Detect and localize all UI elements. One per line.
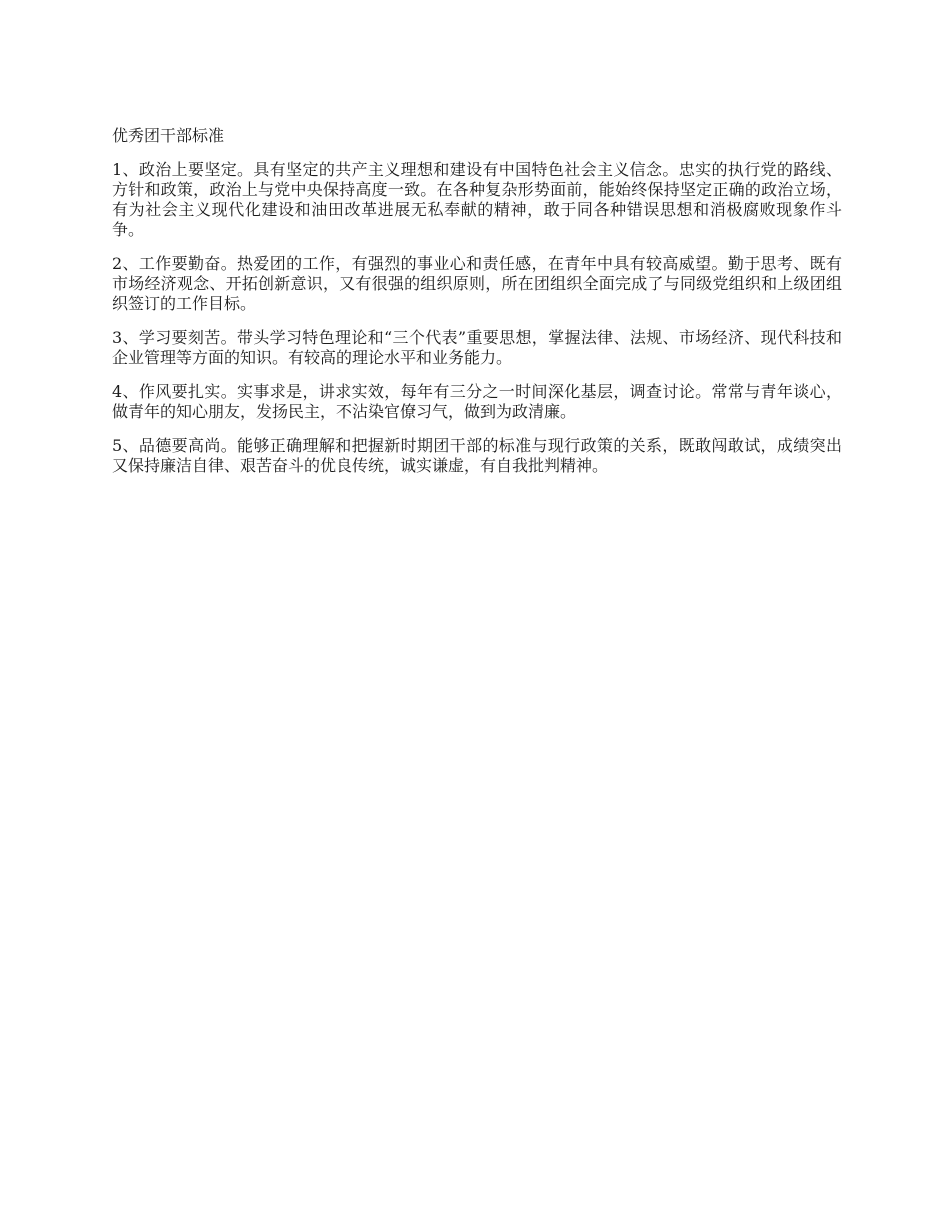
paragraph-5: 5、品德要高尚。能够正确理解和把握新时期团干部的标准与现行政策的关系，既敢闯敢试，成绩突出又保持廉洁自律、艰苦奋斗的优良传统，诚实谦虚，有自我批判精神。 <box>112 436 842 475</box>
paragraph-3: 3、学习要刻苦。带头学习特色理论和“三个代表”重要思想，掌握法律、法规、市场经济、现代科技和企业管理等方面的知识。有较高的理论水平和业务能力。 <box>112 328 842 367</box>
paragraph-4: 4、作风要扎实。实事求是，讲求实效，每年有三分之一时间深化基层，调查讨论。常常与青年谈心，做青年的知心朋友，发扬民主，不沾染官僚习气，做到为政清廉。 <box>112 382 842 421</box>
document-title: 优秀团干部标准 <box>112 126 225 145</box>
document-page <box>112 126 842 490</box>
paragraph-2: 2、工作要勤奋。热爱团的工作，有强烈的事业心和责任感，在青年中具有较高威望。勤于思考、既有市场经济观念、开拓创新意识，又有很强的组织原则，所在团组织全面完成了与同级党组织和上级团组织签订的工作目标。 <box>112 254 842 313</box>
paragraph-1: 1、政治上要坚定。具有坚定的共产主义理想和建设有中国特色社会主义信念。忠实的执行党的路线、方针和政策，政治上与党中央保持高度一致。在各种复杂形势面前，能始终保持坚定正确的政治立场，有为社会主义现代化建设和油田改革进展无私奉献的精神，敢于同各种错误思想和消极腐败现象作斗争。 <box>112 160 842 239</box>
